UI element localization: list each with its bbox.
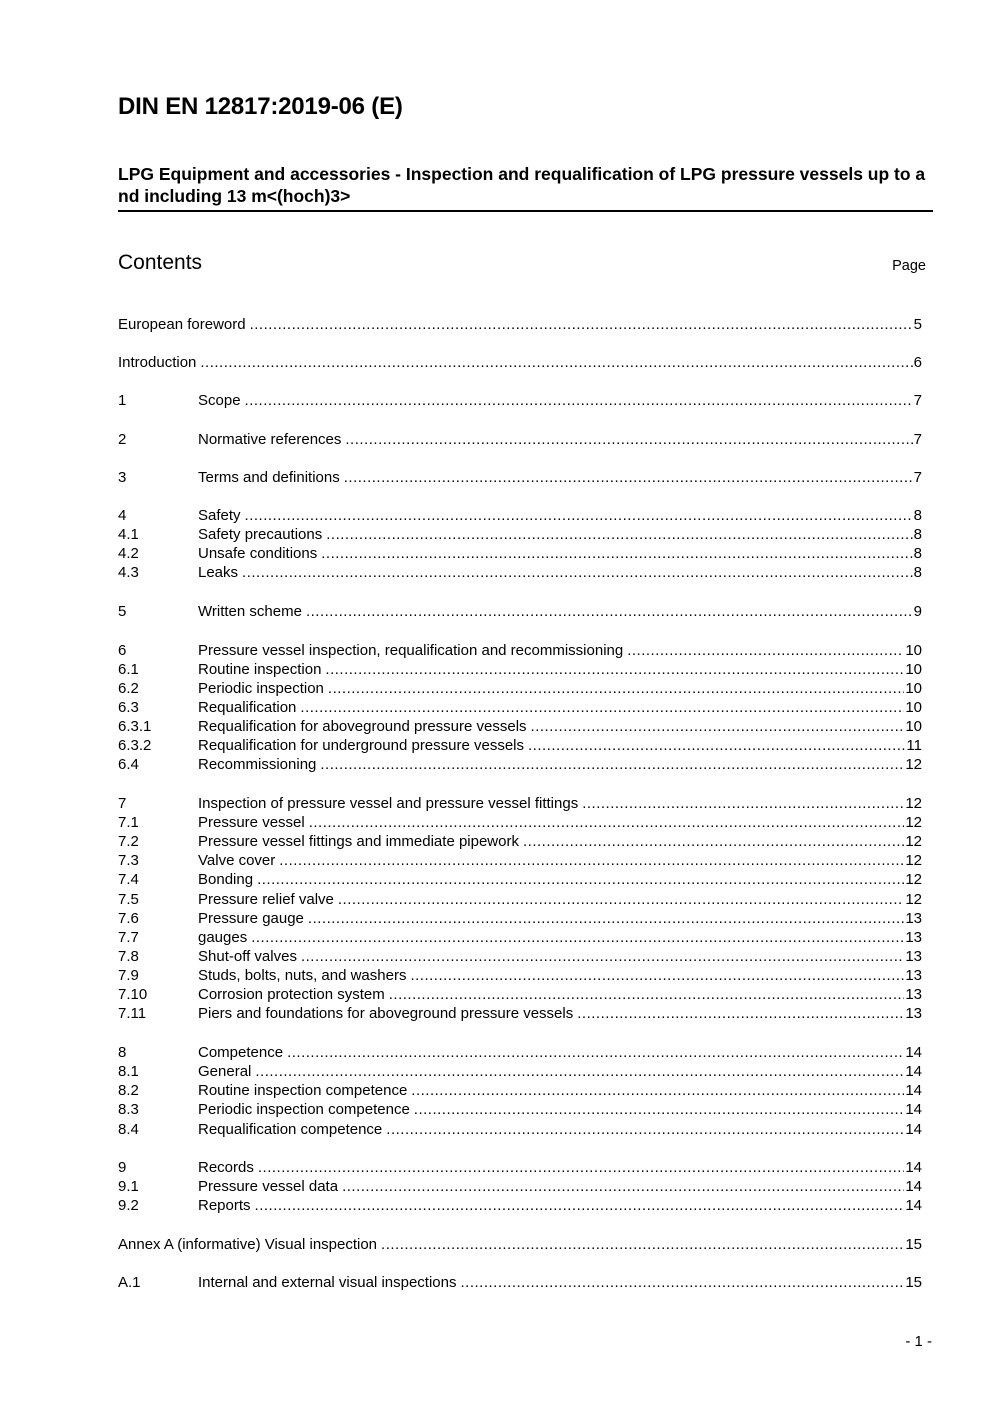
- toc-entry-title: Records: [198, 1159, 254, 1176]
- toc-entry-title: Normative references: [198, 431, 342, 448]
- toc-entry-number: 7.3: [118, 852, 139, 869]
- toc-entry-number: 5: [118, 603, 127, 620]
- toc-entry-number: 7.11: [118, 1005, 147, 1022]
- toc-entry-number: 7.4: [118, 871, 139, 888]
- toc-entry-number: 6.3: [118, 699, 139, 716]
- toc-entry[interactable]: [118, 660, 922, 679]
- toc-entry-title: Written scheme: [198, 603, 302, 620]
- toc-entry-number: A.1: [118, 1274, 141, 1291]
- toc-entry-number: 7.7: [118, 929, 139, 946]
- contents-heading: Contents: [118, 251, 203, 274]
- toc-entry-title: Pressure relief valve: [198, 891, 334, 908]
- toc-entry-page: 10: [905, 718, 922, 735]
- toc-entry-title: Routine inspection competence: [198, 1082, 408, 1099]
- toc-dot-leader: [342, 1177, 904, 1196]
- toc-entry-number: 4.1: [118, 526, 139, 543]
- toc-entry-page: 12: [905, 871, 922, 888]
- toc-entry-page: 10: [905, 680, 922, 697]
- toc-dot-leader: [257, 870, 904, 889]
- toc-entry[interactable]: [118, 641, 922, 660]
- toc-entry-number: 7.9: [118, 967, 139, 984]
- toc-entry-number: 4: [118, 507, 127, 524]
- toc-dot-leader: [389, 985, 905, 1004]
- toc-entry-title: Requalification for underground pressure vessels: [198, 737, 525, 754]
- toc-dot-leader: [325, 660, 904, 679]
- page-column-label: Page: [892, 258, 926, 274]
- toc-entry[interactable]: [118, 985, 922, 1004]
- toc-entry-title: Competence: [198, 1044, 284, 1061]
- toc-dot-leader: [627, 641, 904, 660]
- toc-dot-leader: [300, 698, 904, 717]
- toc-entry[interactable]: [118, 717, 922, 736]
- toc-entry-page: 13: [905, 910, 922, 927]
- toc-entry[interactable]: [118, 1100, 922, 1119]
- toc-entry-title: gauges: [198, 929, 248, 946]
- toc-entry[interactable]: [118, 1043, 922, 1062]
- toc-entry[interactable]: [118, 602, 922, 621]
- toc-entry-page: 14: [905, 1063, 922, 1080]
- toc-entry[interactable]: [118, 966, 922, 985]
- toc-dot-leader: [245, 391, 913, 410]
- toc-entry-number: 7.10: [118, 986, 148, 1003]
- toc-entry-page: 9: [913, 603, 922, 620]
- toc-entry[interactable]: [118, 544, 922, 563]
- toc-entry-title: Terms and definitions: [198, 469, 340, 486]
- toc-entry-title: Safety precautions: [198, 526, 323, 543]
- toc-entry-page: 7: [913, 392, 922, 409]
- toc-entry-title: Requalification: [198, 699, 297, 716]
- toc-entry-number: 3: [118, 469, 127, 486]
- toc-entry-page: 6: [913, 354, 922, 371]
- toc-entry-title: Corrosion protection system: [198, 986, 385, 1003]
- toc-entry-page: 14: [905, 1197, 922, 1214]
- toc-dot-leader: [411, 1081, 904, 1100]
- toc-dot-leader: [582, 794, 904, 813]
- toc-dot-leader: [279, 851, 904, 870]
- toc-dot-leader: [386, 1120, 904, 1139]
- toc-dot-leader: [200, 353, 912, 372]
- toc-entry-number: 4.2: [118, 545, 139, 562]
- toc-entry-page: 8: [913, 545, 922, 562]
- toc-entry-title: Requalification for aboveground pressure vessels: [198, 718, 527, 735]
- toc-entry-title: Bonding: [198, 871, 254, 888]
- toc-entry-number: 9.1: [118, 1178, 139, 1195]
- toc-dot-leader: [320, 755, 904, 774]
- toc-entry[interactable]: [118, 851, 922, 870]
- toc-entry[interactable]: [118, 391, 922, 410]
- toc-entry-page: 15: [905, 1236, 922, 1253]
- toc-entry-page: 12: [905, 852, 922, 869]
- toc-entry-title: Studs, bolts, nuts, and washers: [198, 967, 407, 984]
- toc-entry[interactable]: [118, 468, 922, 487]
- toc-entry-title: Scope: [198, 392, 241, 409]
- toc-dot-leader: [523, 832, 904, 851]
- toc-entry[interactable]: [118, 679, 922, 698]
- toc-entry-title: Requalification competence: [198, 1121, 383, 1138]
- toc-entry-number: 7.6: [118, 910, 139, 927]
- toc-entry-page: 12: [905, 795, 922, 812]
- toc-entry-page: 14: [905, 1044, 922, 1061]
- toc-entry-page: 10: [905, 642, 922, 659]
- toc-dot-leader: [308, 909, 904, 928]
- toc-entry[interactable]: [118, 315, 922, 334]
- toc-entry-number: 6: [118, 642, 127, 659]
- toc-entry-number: 9: [118, 1159, 127, 1176]
- toc-dot-leader: [461, 1273, 905, 1292]
- toc-entry-page: 10: [905, 699, 922, 716]
- toc-entry-page: 12: [905, 756, 922, 773]
- toc-entry-page: 14: [905, 1082, 922, 1099]
- toc-entry-page: 8: [913, 564, 922, 581]
- toc-dot-leader: [345, 430, 912, 449]
- toc-entry-title: Routine inspection: [198, 661, 322, 678]
- toc-dot-leader: [250, 315, 913, 334]
- toc-dot-leader: [338, 890, 904, 909]
- toc-entry[interactable]: [118, 1196, 922, 1215]
- toc-entry-number: 9.2: [118, 1197, 139, 1214]
- toc-entry-number: 6.3.2: [118, 737, 152, 754]
- toc-entry-title: Leaks: [198, 564, 239, 581]
- toc-entry-page: 12: [905, 833, 922, 850]
- toc-entry-number: 8.3: [118, 1101, 139, 1118]
- toc-dot-leader: [251, 928, 904, 947]
- toc-entry-title: European foreword: [118, 316, 246, 333]
- toc-entry-number: 1: [118, 392, 127, 409]
- toc-entry-number: 7: [118, 795, 127, 812]
- toc-entry[interactable]: [118, 890, 922, 909]
- toc-dot-leader: [528, 736, 905, 755]
- toc-entry-page: 11: [906, 737, 922, 754]
- toc-entry[interactable]: [118, 353, 922, 372]
- toc-entry-page: 8: [913, 526, 922, 543]
- page-number: - 1 -: [905, 1333, 932, 1350]
- toc-entry-number: 7.2: [118, 833, 139, 850]
- toc-dot-leader: [255, 1062, 904, 1081]
- toc-dot-leader: [381, 1235, 904, 1254]
- toc-entry-title: Pressure vessel inspection, requalification and recommissioning: [198, 642, 624, 659]
- toc-entry-page: 14: [905, 1159, 922, 1176]
- toc-entry-title: Pressure gauge: [198, 910, 304, 927]
- toc-entry[interactable]: [118, 736, 922, 755]
- toc-entry-page: 14: [905, 1121, 922, 1138]
- toc-entry-title: Unsafe conditions: [198, 545, 318, 562]
- toc-dot-leader: [242, 563, 913, 582]
- toc-dot-leader: [309, 813, 905, 832]
- toc-entry-number: 6.3.1: [118, 718, 152, 735]
- toc-entry-number: 7.5: [118, 891, 139, 908]
- toc-dot-leader: [328, 679, 904, 698]
- toc-entry-title: Annex A (informative) Visual inspection: [118, 1236, 378, 1253]
- toc-dot-leader: [258, 1158, 904, 1177]
- toc-entry-number: 8.1: [118, 1063, 139, 1080]
- toc-dot-leader: [301, 947, 904, 966]
- toc-entry-title: Pressure vessel fittings and immediate pipework: [198, 833, 519, 850]
- table-of-contents: [118, 0, 922, 1300]
- toc-dot-leader: [245, 506, 913, 525]
- toc-entry-number: 7.1: [118, 814, 139, 831]
- toc-entry-number: 8: [118, 1044, 127, 1061]
- toc-entry-page: 14: [905, 1101, 922, 1118]
- toc-entry[interactable]: [118, 1081, 922, 1100]
- toc-entry-page: 7: [913, 431, 922, 448]
- toc-entry[interactable]: [118, 1120, 922, 1139]
- toc-entry[interactable]: [118, 909, 922, 928]
- toc-entry-page: 7: [913, 469, 922, 486]
- toc-entry-title: Pressure vessel data: [198, 1178, 339, 1195]
- toc-entry-page: 10: [905, 661, 922, 678]
- toc-entry-title: Reports: [198, 1197, 251, 1214]
- toc-dot-leader: [344, 468, 913, 487]
- toc-entry-page: 5: [913, 316, 922, 333]
- toc-entry[interactable]: [118, 794, 922, 813]
- toc-dot-leader: [577, 1004, 904, 1023]
- toc-entry[interactable]: [118, 1177, 922, 1196]
- toc-dot-leader: [306, 602, 913, 621]
- document-subtitle: LPG Equipment and accessories - Inspection and requalification of LPG pressure vessels up to a nd including 13 m<(hoch)3>: [118, 163, 933, 212]
- toc-entry[interactable]: [118, 1273, 922, 1292]
- toc-dot-leader: [287, 1043, 904, 1062]
- toc-dot-leader: [410, 966, 904, 985]
- toc-entry-page: 12: [905, 891, 922, 908]
- toc-dot-leader: [414, 1100, 905, 1119]
- toc-entry-title: Introduction: [118, 354, 197, 371]
- toc-entry-title: General: [198, 1063, 252, 1080]
- document-title: DIN EN 12817:2019-06 (E): [118, 93, 403, 120]
- toc-entry-title: Safety: [198, 507, 241, 524]
- toc-entry[interactable]: [118, 870, 922, 889]
- toc-entry-page: 13: [905, 986, 922, 1003]
- toc-entry-page: 15: [905, 1274, 922, 1291]
- toc-dot-leader: [321, 544, 912, 563]
- toc-entry-number: 8.4: [118, 1121, 139, 1138]
- toc-entry-page: 13: [905, 967, 922, 984]
- toc-entry[interactable]: [118, 430, 922, 449]
- toc-entry[interactable]: [118, 698, 922, 717]
- toc-entry-number: 4.3: [118, 564, 139, 581]
- toc-entry-page: 12: [905, 814, 922, 831]
- toc-dot-leader: [531, 717, 905, 736]
- toc-entry[interactable]: [118, 928, 922, 947]
- toc-entry[interactable]: [118, 1235, 922, 1254]
- toc-entry-title: Periodic inspection competence: [198, 1101, 410, 1118]
- toc-entry-title: Pressure vessel: [198, 814, 305, 831]
- toc-entry-page: 13: [905, 1005, 922, 1022]
- toc-entry-number: 8.2: [118, 1082, 139, 1099]
- toc-entry[interactable]: [118, 525, 922, 544]
- toc-entry[interactable]: [118, 1158, 922, 1177]
- toc-entry-number: 2: [118, 431, 127, 448]
- toc-entry-title: Internal and external visual inspections: [198, 1274, 457, 1291]
- toc-entry[interactable]: [118, 832, 922, 851]
- toc-entry[interactable]: [118, 947, 922, 966]
- toc-entry[interactable]: [118, 755, 922, 774]
- toc-entry-page: 13: [905, 948, 922, 965]
- toc-entry-title: Recommissioning: [198, 756, 317, 773]
- toc-entry-number: 7.8: [118, 948, 139, 965]
- toc-entry[interactable]: [118, 506, 922, 525]
- toc-entry-number: 6.1: [118, 661, 139, 678]
- toc-entry-title: Piers and foundations for aboveground pressure vessels: [198, 1005, 574, 1022]
- toc-entry-page: 8: [913, 507, 922, 524]
- toc-dot-leader: [255, 1196, 905, 1215]
- toc-entry[interactable]: [118, 1062, 922, 1081]
- toc-entry-title: Periodic inspection: [198, 680, 324, 697]
- toc-entry-page: 14: [905, 1178, 922, 1195]
- toc-entry-number: 6.2: [118, 680, 139, 697]
- toc-entry[interactable]: [118, 813, 922, 832]
- toc-entry-title: Shut-off valves: [198, 948, 297, 965]
- toc-entry[interactable]: [118, 563, 922, 582]
- toc-entry-page: 13: [905, 929, 922, 946]
- toc-entry-number: 6.4: [118, 756, 139, 773]
- toc-entry-title: Inspection of pressure vessel and pressure vessel fittings: [198, 795, 579, 812]
- toc-entry-title: Valve cover: [198, 852, 276, 869]
- toc-entry[interactable]: [118, 1004, 922, 1023]
- toc-dot-leader: [326, 525, 912, 544]
